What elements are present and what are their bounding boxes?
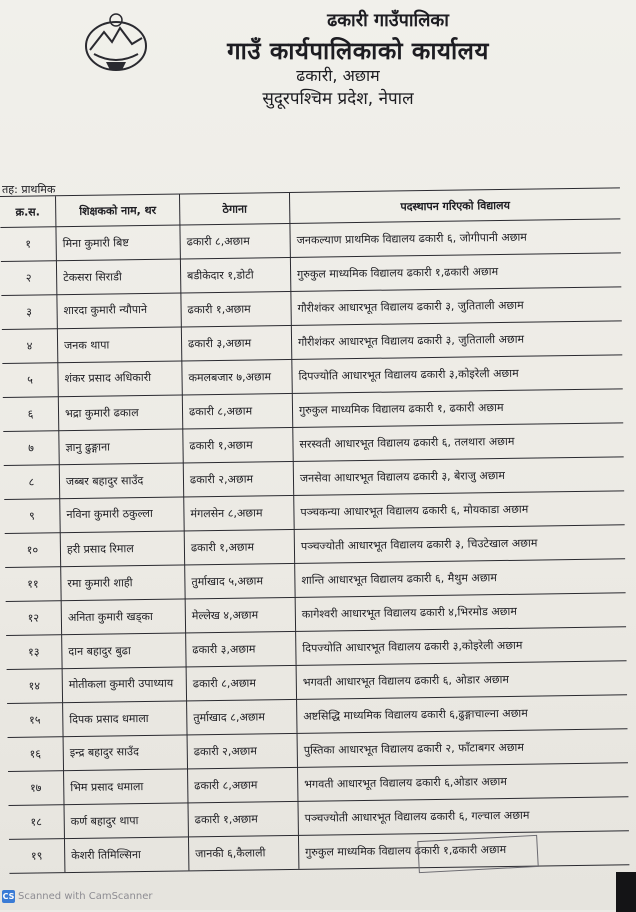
row-serial: ११ <box>5 566 61 601</box>
row-address: ढकारी २,अछाम <box>188 733 298 769</box>
row-serial: १२ <box>6 600 62 635</box>
row-serial: २ <box>1 260 57 295</box>
row-serial: ८ <box>4 464 60 499</box>
row-address: ढकारी ३,अछाम <box>182 325 292 361</box>
row-address: ढकारी २,अछाम <box>184 461 294 497</box>
header-address: ठेगाना <box>180 193 290 225</box>
row-address: ढकारी ८,अछाम <box>188 767 298 803</box>
row-serial: १६ <box>8 736 64 771</box>
row-serial: ३ <box>1 294 57 329</box>
row-school: सरस्वती आधारभूत विद्यालय ढकारी ६, तलथारा अछाम <box>299 434 515 451</box>
row-teacher-name: टेकसरा सिराडी <box>57 258 181 294</box>
row-address: ढकारी ३,अछाम <box>186 631 296 667</box>
row-serial: १८ <box>9 804 65 839</box>
row-school: दिपज्योति आधारभूत विद्यालय ढकारी ३,कोइरेली अछाम <box>298 366 519 383</box>
row-school: जनकल्याण प्राथमिक विद्यालय ढकारी ६, जोगीपानी अछाम <box>296 230 527 247</box>
row-teacher-name: जब्बर बहादुर साउँद <box>60 462 184 498</box>
row-address: कमलबजार ७,अछाम <box>182 359 292 395</box>
row-serial: ५ <box>2 362 58 397</box>
office-stamp <box>417 835 539 873</box>
row-school: जनसेवा आधारभूत विद्यालय ढकारी ३, बेराजु अछाम <box>299 468 506 485</box>
row-teacher-name: केशरी तिमिल्सिना <box>65 836 189 872</box>
row-teacher-name: मोतीकला कुमारी उपाध्याय <box>63 666 187 702</box>
row-serial: ४ <box>2 328 58 363</box>
row-address: जानकी ६,कैलाली <box>189 835 299 871</box>
row-teacher-name: भिम प्रसाद धमाला <box>64 768 188 804</box>
row-school: गुरुकुल माध्यमिक विद्यालय ढकारी १, ढकारी अछाम <box>298 400 504 417</box>
row-teacher-name: रमा कुमारी शाही <box>61 564 185 600</box>
row-address: ढकारी ८,अछाम <box>180 223 290 259</box>
row-teacher-name: ज्ञानु ढुङ्गाना <box>59 428 183 464</box>
row-serial: ६ <box>3 396 59 431</box>
row-teacher-name: अनिता कुमारी खड्का <box>62 598 186 634</box>
row-teacher-name: भद्रा कुमारी ढकाल <box>59 394 183 430</box>
office-location: ढकारी, अछाम <box>296 66 380 85</box>
row-teacher-name: दान बहादुर बुढा <box>62 632 186 668</box>
row-school: अष्टसिद्धि माध्यमिक विद्यालय ढकारी ६,ढुङ्गाचाल्ना अछाम <box>303 706 528 723</box>
scanner-watermark-text: Scanned with CamScanner <box>18 891 153 902</box>
row-address: तुर्माखाद ८,अछाम <box>187 699 297 735</box>
row-address: तुर्माखाद ५,अछाम <box>185 563 295 599</box>
row-school: पञ्चज्योती आधारभूत विद्यालय ढकारी ३, चिउटेखाल अछाम <box>300 536 538 553</box>
row-serial: १९ <box>9 838 65 873</box>
municipality-name: ढकारी गाउँपालिका <box>327 10 449 31</box>
row-teacher-name: शारदा कुमारी न्यौपाने <box>57 292 181 328</box>
row-school: गौरीशंकर आधारभूत विद्यालय ढकारी ३, जुतिताली अछाम <box>297 298 524 315</box>
row-school: गुरुकुल माध्यमिक विद्यालय ढकारी १,ढकारी अछाम <box>297 264 499 281</box>
row-teacher-name: शंकर प्रसाद अधिकारी <box>58 360 182 396</box>
row-teacher-name: नविना कुमारी ठकुल्ला <box>60 496 184 532</box>
row-serial: १३ <box>6 634 62 669</box>
row-school: गौरीशंकर आधारभूत विद्यालय ढकारी ३, जुतिताली अछाम <box>297 332 525 349</box>
row-serial: ७ <box>3 430 59 465</box>
row-teacher-name: मिना कुमारी बिष्ट <box>56 224 180 260</box>
row-address: ढकारी १,अछाम <box>185 529 295 565</box>
row-teacher-name: इन्द्र बहादुर साउँद <box>64 734 188 770</box>
row-address: ढकारी ८,अछाम <box>187 665 297 701</box>
row-address: मंगलसेन ८,अछाम <box>184 495 294 531</box>
row-serial: १७ <box>8 770 64 805</box>
row-serial: १० <box>5 532 61 567</box>
row-school: गुरुकुल माध्यमिक विद्यालय ढकारी १,ढकारी अछाम <box>305 842 507 859</box>
row-teacher-name: जनक थापा <box>58 326 182 362</box>
row-school: दिपज्योति आधारभूत विद्यालय ढकारी ३,कोइरेली अछाम <box>302 638 523 655</box>
header-serial: क्र.स. <box>0 196 56 227</box>
scanner-footer <box>2 890 153 903</box>
row-teacher-name: हरी प्रसाद रिमाल <box>61 530 185 566</box>
row-address: बडीकेदार १,डोटी <box>181 257 291 293</box>
row-school: शान्ति आधारभूत विद्यालय ढकारी ६, मैथुम अछाम <box>301 570 498 587</box>
row-teacher-name: कर्ण बहादुर थापा <box>64 802 188 838</box>
row-serial: ९ <box>4 498 60 533</box>
row-school: कागेश्वरी आधारभूत विद्यालय ढकारी ४,भिरमोड अछाम <box>301 604 517 621</box>
header-school: पदस्थापन गरिएको विद्यालय <box>400 198 511 213</box>
teacher-placement-table <box>0 187 629 872</box>
row-address: ढकारी ८,अछाम <box>183 393 293 429</box>
row-school: भगवती आधारभूत विद्यालय ढकारी ६,ओडार अछाम <box>304 774 507 791</box>
row-school: भगवती आधारभूत विद्यालय ढकारी ६, ओडार अछाम <box>302 672 510 689</box>
camscanner-logo-icon: CS <box>2 892 15 901</box>
row-teacher-name: दिपक प्रसाद धमाला <box>63 700 187 736</box>
row-school: पुस्तिका आधारभूत विद्यालय ढकारी २, फाँटाबगर अछाम <box>303 740 524 757</box>
row-address: ढकारी १,अछाम <box>181 291 291 327</box>
row-address: मेल्लेख ४,अछाम <box>186 597 296 633</box>
row-serial: १५ <box>7 702 63 737</box>
header-teacher-name: शिक्षकको नाम, थर <box>56 194 180 226</box>
row-serial: १४ <box>7 668 63 703</box>
row-address: ढकारी १,अछाम <box>188 801 298 837</box>
office-title: गाउँ कार्यपालिकाको कार्यालय <box>227 37 489 65</box>
page-edge-shadow <box>616 872 636 912</box>
section-label: तह: प्राथमिक <box>2 183 56 196</box>
row-serial: १ <box>0 226 56 261</box>
row-address: ढकारी १,अछाम <box>183 427 293 463</box>
row-school: पञ्चज्योती आधारभूत विद्यालय ढकारी ६, गल्चाल अछाम <box>304 808 530 825</box>
province-name: सुदूरपश्चिम प्रदेश, नेपाल <box>262 89 414 109</box>
row-school: पञ्चकन्या आधारभूत विद्यालय ढकारी ६, मोयकाडा अछाम <box>300 502 529 519</box>
